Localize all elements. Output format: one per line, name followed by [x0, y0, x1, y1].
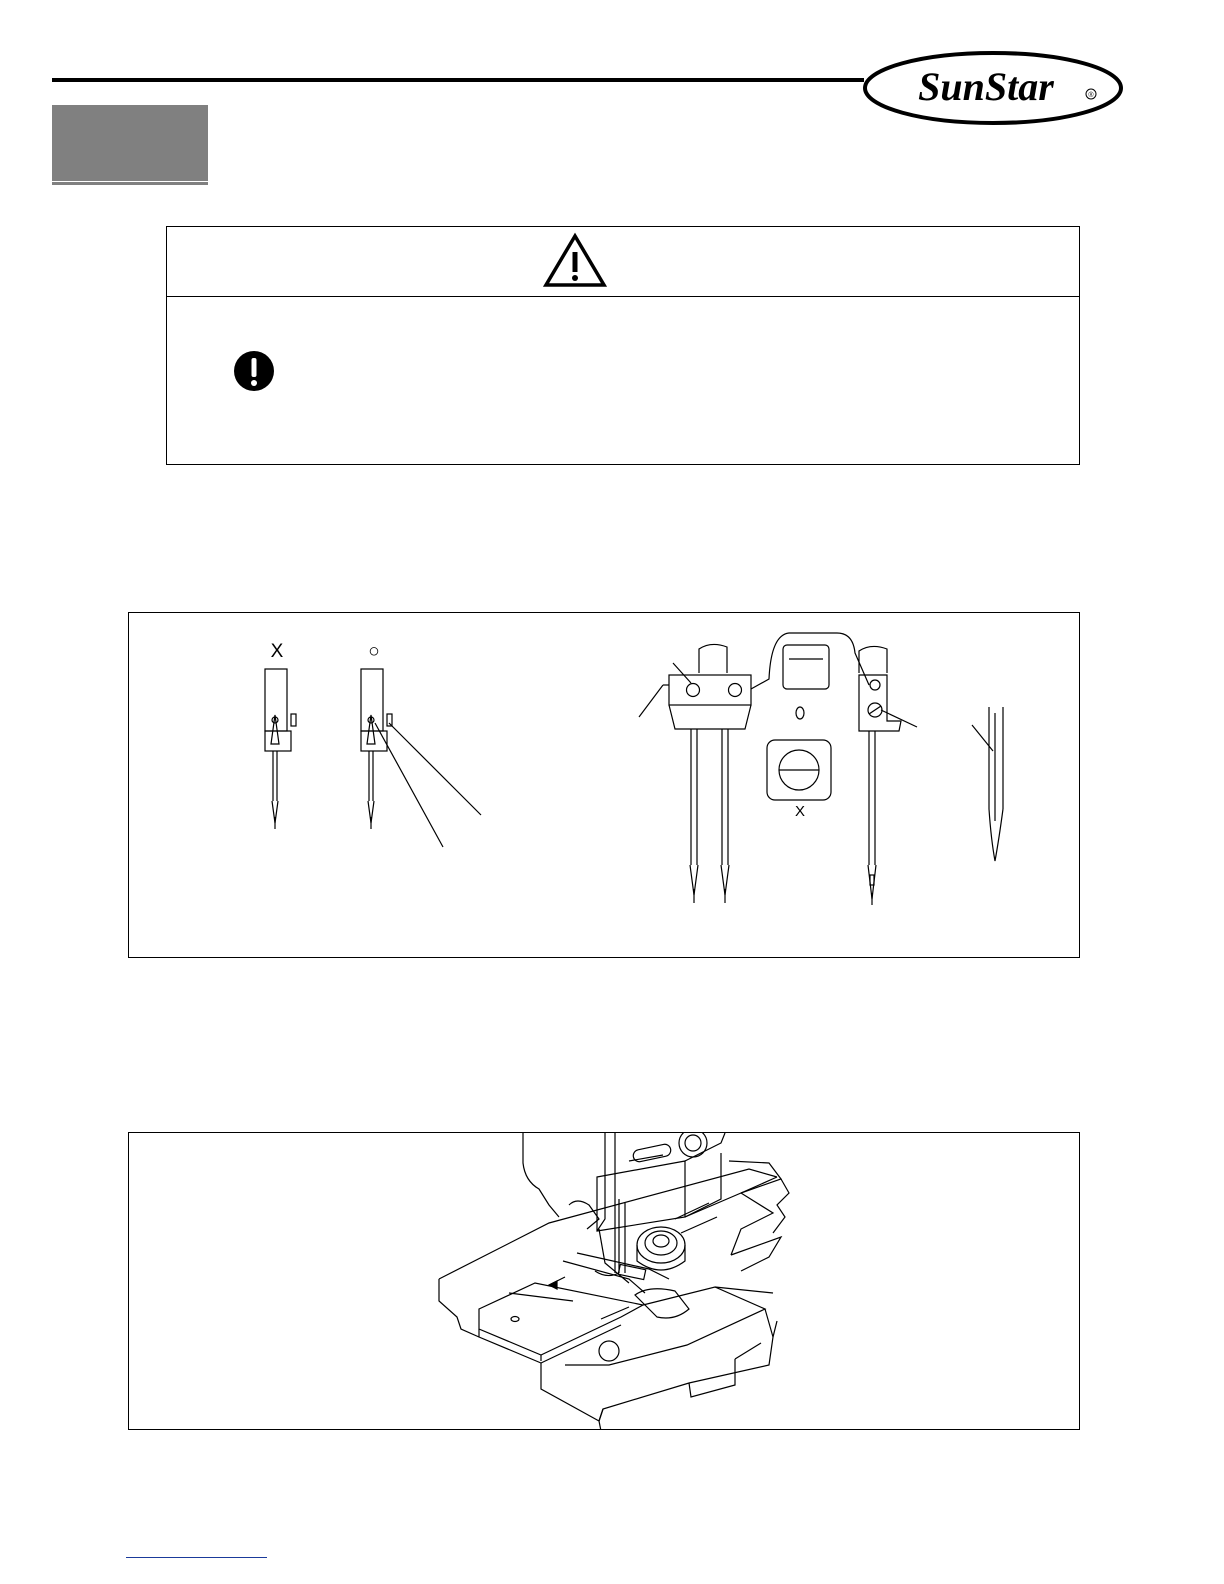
chapter-number-box: [52, 105, 208, 181]
needle-correct-illustration: [361, 641, 481, 847]
header-rule: [52, 78, 864, 82]
footer-link-underline[interactable]: [126, 1557, 267, 1558]
wrong-label: X: [270, 641, 284, 662]
needle-wrong-illustration: [265, 641, 296, 829]
registered-mark: ®: [1088, 92, 1094, 99]
warning-box: [166, 226, 1080, 465]
needle-groove-detail-illustration: [972, 707, 1003, 861]
needle-bar-bracket-illustration: [751, 633, 869, 719]
warning-divider: [167, 296, 1079, 297]
twin-needle-clamp-illustration: [639, 644, 751, 903]
logo-wordmark: SunStar: [918, 64, 1054, 109]
shuttle-area-figure: [128, 1132, 1080, 1430]
warning-triangle-icon: [543, 232, 607, 288]
wrong-clamp-label: X: [794, 803, 806, 820]
mandatory-action-icon: [233, 350, 275, 392]
wrong-clamp-detail-illustration: [767, 740, 831, 820]
correct-label: ○: [368, 641, 380, 662]
needle-installation-figure: [128, 612, 1080, 958]
single-needle-clamp-illustration: [859, 646, 917, 905]
sunstar-logo: [862, 50, 1124, 126]
chapter-underline: [52, 182, 208, 185]
